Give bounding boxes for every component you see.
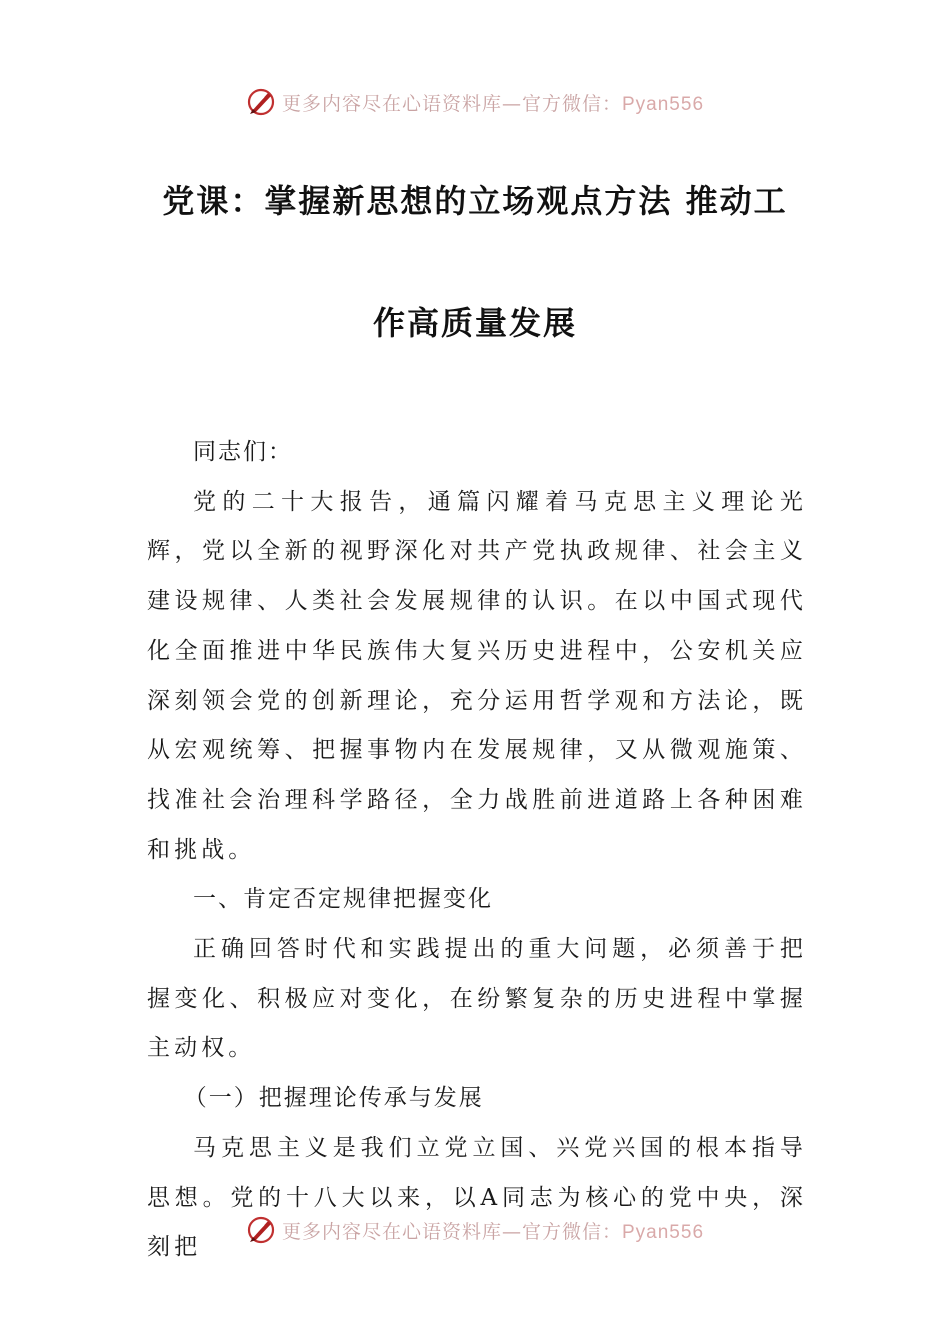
wechat-id: Pyan556 — [622, 93, 705, 115]
watermark-banner-bottom — [0, 1210, 950, 1250]
salutation: 同志们： — [193, 439, 293, 465]
section-heading-1: 一、肯定否定规律把握变化 — [193, 886, 493, 913]
paragraph-subsection-1: 马克思主义是我们立党立国、兴党兴国的根本指导思想。党的十八大以来，以A同志为核心的党中央，深刻把 — [147, 1134, 807, 1261]
watermark-banner-top — [0, 82, 950, 122]
wechat-id: Pyan556 — [622, 1221, 705, 1243]
quill-pen-logo-icon — [246, 87, 276, 117]
watermark-text: 更多内容尽在心语资料库—官方微信：Pyan556 — [281, 1220, 705, 1243]
watermark-text: 更多内容尽在心语资料库—官方微信：Pyan556 — [281, 92, 705, 115]
document-title-line-2: 作高质量发展 — [372, 304, 577, 342]
quill-pen-logo-icon — [246, 1215, 276, 1245]
paragraph-section-1: 正确回答时代和实践提出的重大问题，必须善于把握变化、积极应对变化，在纷繁复杂的历史进程中掌握主动权。 — [147, 936, 807, 1062]
document-title-line-1: 党课：掌握新思想的立场观点方法 推动工 — [162, 182, 788, 220]
subsection-heading-1: （一）把握理论传承与发展 — [183, 1085, 484, 1112]
paragraph-intro: 党的二十大报告，通篇闪耀着马克思主义理论光辉，党以全新的视野深化对共产党执政规律、社会主义建设规律、人类社会发展规律的认识。在以中国式现代化全面推进中华民族伟大复兴历史进程中，公安机关应深刻领会党的创新理论，充分运用哲学观和方法论，既从宏观统筹、把握事物内在发展规律，又从微观施策、找准社会治理科学路径，全力战胜前进道路上各种困难和挑战。 — [147, 488, 807, 863]
document-body — [147, 428, 807, 1273]
